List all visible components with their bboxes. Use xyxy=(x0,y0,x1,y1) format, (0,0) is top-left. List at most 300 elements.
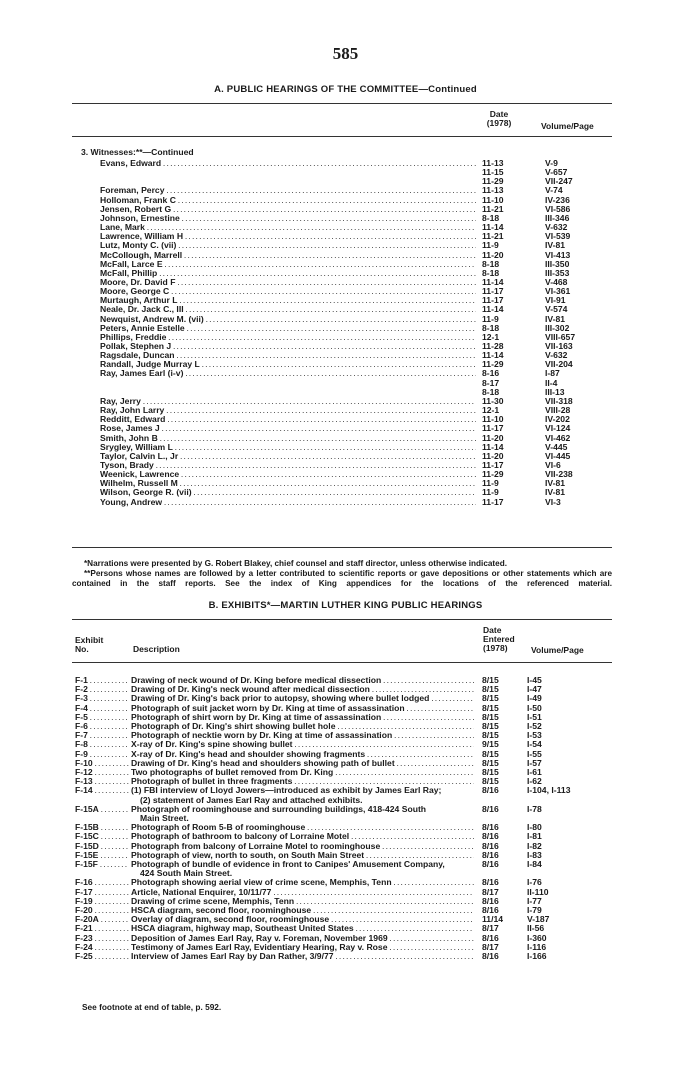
table-row xyxy=(0,186,691,195)
volume-page: VIII-657 xyxy=(545,331,576,342)
hearing-date: 11-13 xyxy=(482,158,504,168)
col-header-date-entered xyxy=(483,626,515,653)
exhibit-number: F-15B . . . xyxy=(75,823,129,832)
hearing-date: 8-18 xyxy=(482,267,500,278)
witness-name: Smith, John B . . . xyxy=(100,434,476,443)
witness-name: Ragsdale, Duncan . . . xyxy=(100,351,476,360)
volume-page: VII-238 xyxy=(545,469,573,480)
exhibit-description: Drawing of neck wound of Dr. King before medical dissection . . . xyxy=(131,676,474,685)
witness-name: Neale, Dr. Jack C., III . . . xyxy=(100,305,476,314)
footnote-see-end: See footnote at end of table, p. 592. xyxy=(82,1002,222,1012)
volume-page: VI-462 xyxy=(545,432,571,443)
table-row xyxy=(0,333,691,342)
exhibit-description: Photograph of roominghouse and surrounding buildings, 418-424 South xyxy=(131,804,427,814)
col-header-no: No. xyxy=(75,644,89,654)
exhibit-description: Testimony of James Earl Ray, Evidentiary Hearing, Ray v. Rose . . . xyxy=(131,943,474,952)
table-row-continuation xyxy=(0,796,691,805)
table-row xyxy=(0,397,691,406)
date-entered: 8/17 xyxy=(482,886,499,897)
exhibit-number: F-17 . . . xyxy=(75,888,129,897)
volume-page: I-79 xyxy=(527,905,542,915)
exhibit-number: F-15D . . . xyxy=(75,842,129,851)
hearing-date: 11-14 xyxy=(482,304,504,315)
volume-page: I-45 xyxy=(527,675,542,685)
date-entered: 8/16 xyxy=(482,895,499,906)
hearing-date: 11-13 xyxy=(482,185,504,196)
witness-name: Pollak, Stephen J . . . xyxy=(100,342,476,351)
witness-name: Murtaugh, Arthur L . . . xyxy=(100,296,476,305)
hearing-date: 11-29 xyxy=(482,359,504,370)
witness-name: McFall, Phillip . . . xyxy=(100,269,476,278)
table-row xyxy=(0,415,691,424)
exhibit-number: F-15A . . . xyxy=(75,805,129,814)
exhibit-description: Overlay of diagram, second floor, roominghouse . . . xyxy=(131,915,474,924)
volume-page: IV-81 xyxy=(545,478,566,489)
table-row-continuation xyxy=(0,869,691,878)
hearing-date: 11-15 xyxy=(482,167,504,178)
table-row xyxy=(0,205,691,214)
witness-name: Holloman, Frank C . . . xyxy=(100,196,476,205)
table-row xyxy=(0,296,691,305)
witness-name: Rose, James J . . . xyxy=(100,424,476,433)
exhibit-description: Photograph of Dr. King's shirt showing bullet hole . . . xyxy=(131,722,474,731)
table-row xyxy=(0,159,691,168)
exhibit-description-continued: 424 South Main Street. xyxy=(140,868,233,879)
exhibit-description: Article, National Enquirer, 10/11/77 . . . xyxy=(131,888,474,897)
volume-page: III-346 xyxy=(545,212,570,223)
table-row xyxy=(0,759,691,768)
date-entered: 11/14 xyxy=(482,914,504,925)
date-entered: 8/16 xyxy=(482,877,499,888)
volume-page: V-9 xyxy=(545,158,558,168)
table-row xyxy=(0,888,691,897)
volume-page: I-61 xyxy=(527,767,542,777)
hearing-date: 11-20 xyxy=(482,450,504,461)
table-row xyxy=(0,232,691,241)
volume-page: V-187 xyxy=(527,914,550,925)
table-row xyxy=(0,369,691,378)
table-row xyxy=(0,452,691,461)
rule-b-top xyxy=(72,619,612,620)
table-row xyxy=(0,777,691,786)
exhibit-description-continued: (2) statement of James Earl Ray and attached exhibits. xyxy=(140,794,363,805)
volume-page: V-574 xyxy=(545,304,568,315)
col-header-volume-page: Volume/Page xyxy=(541,121,594,131)
exhibit-description: Photograph of necktie worn by Dr. King at time of assassination . . . xyxy=(131,731,474,740)
volume-page: I-360 xyxy=(527,932,547,943)
table-row xyxy=(0,740,691,749)
hearing-date: 11-10 xyxy=(482,414,504,425)
exhibit-number: F-9 . . . xyxy=(75,750,129,759)
date-entered: 8/15 xyxy=(482,693,499,704)
exhibit-description: Interview of James Earl Ray by Dan Rather, 3/9/77 . . . xyxy=(131,952,474,961)
witness-name: Srygley, William L . . . xyxy=(100,443,476,452)
volume-page: I-87 xyxy=(545,368,560,379)
exhibit-number: F-21 . . . xyxy=(75,924,129,933)
volume-page: VII-247 xyxy=(545,176,573,187)
table-row xyxy=(0,498,691,507)
volume-page: VIII-28 xyxy=(545,405,571,416)
witness-name: Lutz, Monty C. (vii) . . . xyxy=(100,241,476,250)
exhibit-number: F-10 . . . xyxy=(75,759,129,768)
date-entered: 9/15 xyxy=(482,739,499,750)
exhibit-number: F-16 . . . xyxy=(75,878,129,887)
col-header-date-label: Date xyxy=(489,109,509,119)
hearing-date: 8-18 xyxy=(482,322,500,333)
exhibit-number: F-23 . . . xyxy=(75,934,129,943)
volume-page: V-468 xyxy=(545,276,568,287)
exhibit-number: F-15C . . . xyxy=(75,832,129,841)
col-header-date xyxy=(483,110,515,128)
exhibit-number: F-4 . . . xyxy=(75,704,129,713)
witness-name: Taylor, Calvin L., Jr . . . xyxy=(100,452,476,461)
exhibit-number: F-6 . . . xyxy=(75,722,129,731)
table-row xyxy=(0,214,691,223)
hearing-date: 11-9 xyxy=(482,487,499,498)
volume-page: I-82 xyxy=(527,840,542,851)
exhibit-description: Deposition of James Earl Ray, Ray v. Foreman, November 1969 . . . xyxy=(131,934,474,943)
date-entered: 8/15 xyxy=(482,684,499,695)
hearing-date: 11-17 xyxy=(482,286,504,297)
hearing-date: 11-9 xyxy=(482,240,499,251)
table-row xyxy=(0,177,691,186)
col-header-year-b: (1978) xyxy=(483,643,508,653)
date-entered: 8/15 xyxy=(482,730,499,741)
col-header-entered: Entered xyxy=(483,634,515,644)
date-entered: 8/16 xyxy=(482,831,499,842)
hearing-date: 11-14 xyxy=(482,350,504,361)
table-row xyxy=(0,713,691,722)
table-row xyxy=(0,315,691,324)
hearing-date: 11-21 xyxy=(482,203,504,214)
table-row xyxy=(0,832,691,841)
volume-page: I-57 xyxy=(527,757,542,768)
exhibit-description: Photograph of suit jacket worn by Dr. King at time of assassination . . . xyxy=(131,704,474,713)
table-row xyxy=(0,676,691,685)
date-entered: 8/15 xyxy=(482,748,499,759)
volume-page: I-77 xyxy=(527,895,542,906)
exhibit-number: F-3 . . . xyxy=(75,694,129,703)
volume-page: VI-3 xyxy=(545,496,561,507)
date-entered: 8/16 xyxy=(482,951,499,961)
col-header-exhibit: Exhibit xyxy=(75,635,104,645)
exhibit-description: Drawing of Dr. King's head and shoulders showing path of bullet . . . xyxy=(131,759,474,768)
table-row xyxy=(0,805,691,814)
table-row xyxy=(0,694,691,703)
exhibit-number: F-2 . . . xyxy=(75,685,129,694)
table-row xyxy=(0,722,691,731)
exhibit-description: Photograph of Room 5-B of roominghouse . . . xyxy=(131,823,474,832)
table-row xyxy=(0,260,691,269)
volume-page: I-80 xyxy=(527,822,542,833)
hearing-date: 11-17 xyxy=(482,423,504,434)
date-entered: 8/16 xyxy=(482,859,499,869)
table-row xyxy=(0,934,691,943)
volume-page: VI-445 xyxy=(545,450,571,461)
hearing-date: 12-1 xyxy=(482,331,500,342)
date-entered: 8/17 xyxy=(482,941,499,952)
witness-name: Phillips, Freddie . . . xyxy=(100,333,476,342)
table-row xyxy=(0,269,691,278)
volume-page: IV-81 xyxy=(545,487,566,498)
date-entered: 8/15 xyxy=(482,767,499,777)
volume-page: VI-539 xyxy=(545,231,571,242)
volume-page: IV-81 xyxy=(545,240,566,251)
table-row xyxy=(0,915,691,924)
table-row xyxy=(0,168,691,177)
table-row xyxy=(0,906,691,915)
date-entered: 8/15 xyxy=(482,757,499,768)
date-entered: 8/17 xyxy=(482,923,499,934)
hearing-date: 11-9 xyxy=(482,478,499,489)
table-row xyxy=(0,379,691,388)
witness-name: Moore, Dr. David F . . . xyxy=(100,278,476,287)
table-row xyxy=(0,731,691,740)
volume-page: VI-413 xyxy=(545,249,571,260)
footnote-persons: **Persons whose names are followed by a letter contributed to scientific reports or gave depositions or other statements which are contained in the staff reports. See the index of King appendices for the locations of the referenced material. xyxy=(72,569,612,588)
table-row xyxy=(0,342,691,351)
table-row xyxy=(0,324,691,333)
volume-page: V-632 xyxy=(545,222,568,233)
col-header-date-label-b: Date xyxy=(483,625,502,635)
table-row xyxy=(0,685,691,694)
table-row xyxy=(0,750,691,759)
table-row xyxy=(0,488,691,497)
hearing-date: 11-14 xyxy=(482,222,504,233)
witness-name: Wilson, George R. (vii) . . . xyxy=(100,488,476,497)
table-row xyxy=(0,470,691,479)
witness-name: Wilhelm, Russell M . . . xyxy=(100,479,476,488)
date-entered: 8/16 xyxy=(482,905,499,915)
volume-page: I-81 xyxy=(527,831,542,842)
table-row xyxy=(0,860,691,869)
witness-name: Peters, Annie Estelle . . . xyxy=(100,324,476,333)
hearing-date: 8-18 xyxy=(482,386,500,397)
col-header-description: Description xyxy=(133,644,180,654)
volume-page: III-13 xyxy=(545,386,565,397)
volume-page: V-632 xyxy=(545,350,568,361)
hearing-date: 11-10 xyxy=(482,194,504,205)
hearing-date: 11-29 xyxy=(482,176,504,187)
date-entered: 8/16 xyxy=(482,932,499,943)
exhibit-number: F-19 . . . xyxy=(75,897,129,906)
witness-name: Randall, Judge Murray L . . . xyxy=(100,360,476,369)
table-row xyxy=(0,768,691,777)
exhibit-description: Two photographs of bullet removed from Dr. King . . . xyxy=(131,768,474,777)
volume-page: I-166 xyxy=(527,951,547,961)
volume-page: V-74 xyxy=(545,185,563,196)
exhibit-number: F-1 . . . xyxy=(75,676,129,685)
volume-page: I-49 xyxy=(527,693,542,704)
table-row xyxy=(0,424,691,433)
volume-page: I-76 xyxy=(527,877,542,888)
witnesses-group-label: 3. Witnesses:**—Continued xyxy=(81,147,194,157)
table-row xyxy=(0,287,691,296)
hearing-date: 12-1 xyxy=(482,405,500,416)
table-row xyxy=(0,943,691,952)
exhibit-description: Photograph of shirt worn by Dr. King at time of assassination . . . xyxy=(131,713,474,722)
witness-name: Weenick, Lawrence . . . xyxy=(100,470,476,479)
exhibit-description: Photograph of bathroom to balcony of Lorraine Motel . . . xyxy=(131,832,474,841)
col-header-volume-page-b: Volume/Page xyxy=(531,645,584,655)
table-row xyxy=(0,924,691,933)
exhibit-number: F-13 . . . xyxy=(75,777,129,786)
date-entered: 8/16 xyxy=(482,785,499,796)
volume-page: I-104, I-113 xyxy=(527,785,571,796)
table-row xyxy=(0,223,691,232)
exhibit-number: F-15F . . . xyxy=(75,860,129,869)
volume-page: II-4 xyxy=(545,377,558,388)
volume-page: VII-204 xyxy=(545,359,573,370)
table-row xyxy=(0,351,691,360)
witness-name: McCollough, Marrell . . . xyxy=(100,251,476,260)
exhibit-description: Photograph of bullet in three fragments . . . xyxy=(131,777,474,786)
date-entered: 8/16 xyxy=(482,840,499,851)
volume-page: I-53 xyxy=(527,730,542,741)
table-row xyxy=(0,897,691,906)
exhibit-number: F-20 . . . xyxy=(75,906,129,915)
volume-page: I-83 xyxy=(527,849,542,860)
hearing-date: 11-30 xyxy=(482,395,504,406)
volume-page: I-51 xyxy=(527,711,542,722)
volume-page: III-353 xyxy=(545,267,570,278)
date-entered: 8/15 xyxy=(482,776,499,787)
exhibit-description: Drawing of crime scene, Memphis, Tenn . . . xyxy=(131,897,474,906)
date-entered: 8/15 xyxy=(482,675,499,685)
witness-name: Ray, Jerry . . . xyxy=(100,397,476,406)
table-row xyxy=(0,251,691,260)
exhibit-description: HSCA diagram, highway map, Southeast United States . . . xyxy=(131,924,474,933)
exhibit-description: Photograph of view, north to south, on South Main Street . . . xyxy=(131,851,474,860)
table-row xyxy=(0,241,691,250)
hearing-date: 11-14 xyxy=(482,441,504,452)
witness-name: Ray, John Larry . . . xyxy=(100,406,476,415)
exhibit-description: Drawing of Dr. King's back prior to autopsy, showing where bullet lodged . . . xyxy=(131,694,474,703)
table-row xyxy=(0,443,691,452)
exhibit-description: Photograph from balcony of Lorraine Motel to roominghouse . . . xyxy=(131,842,474,851)
volume-page: I-54 xyxy=(527,739,542,750)
date-entered: 8/16 xyxy=(482,822,499,833)
volume-page: VI-586 xyxy=(545,203,571,214)
volume-page: VII-163 xyxy=(545,341,573,351)
witness-name: Johnson, Ernestine . . . xyxy=(100,214,476,223)
hearing-date: 11-29 xyxy=(482,469,504,480)
exhibit-number: F-5 . . . xyxy=(75,713,129,722)
exhibit-description: Photograph showing aerial view of crime scene, Memphis, Tenn . . . xyxy=(131,878,474,887)
volume-page: VI-6 xyxy=(545,459,561,470)
witness-name: Ray, James Earl (i-v) . . . xyxy=(100,369,476,378)
table-row xyxy=(0,388,691,397)
hearing-date: 11-17 xyxy=(482,295,504,306)
volume-page: VI-91 xyxy=(545,295,566,306)
exhibit-description: Drawing of Dr. King's neck wound after medical dissection . . . xyxy=(131,685,474,694)
exhibit-description: X-ray of Dr. King's spine showing bullet . . . xyxy=(131,740,474,749)
hearing-date: 11-17 xyxy=(482,496,504,507)
exhibit-number: F-25 . . . xyxy=(75,952,129,961)
table-row xyxy=(0,461,691,470)
volume-page: I-50 xyxy=(527,702,542,713)
table-row xyxy=(0,406,691,415)
volume-page: I-47 xyxy=(527,684,542,695)
exhibit-description-continued: Main Street. xyxy=(140,813,189,823)
rule-section-a-bottom xyxy=(72,547,612,548)
volume-page: I-52 xyxy=(527,721,542,731)
volume-page: VI-361 xyxy=(545,286,571,297)
table-row xyxy=(0,823,691,832)
volume-page: I-78 xyxy=(527,803,542,814)
volume-page: I-55 xyxy=(527,748,542,759)
rule-top xyxy=(72,103,612,104)
hearing-date: 11-9 xyxy=(482,313,499,324)
volume-page: I-62 xyxy=(527,776,542,787)
page-number: 585 xyxy=(332,44,359,63)
volume-page: III-350 xyxy=(545,258,570,269)
exhibit-number: F-24 . . . xyxy=(75,943,129,952)
hearing-date: 11-28 xyxy=(482,341,504,351)
exhibit-number: F-15E . . . xyxy=(75,851,129,860)
table-row xyxy=(0,842,691,851)
hearing-date: 11-17 xyxy=(482,459,504,470)
date-entered: 8/15 xyxy=(482,711,499,722)
volume-page: V-657 xyxy=(545,167,568,178)
hearing-date: 8-17 xyxy=(482,377,500,388)
volume-page: IV-81 xyxy=(545,313,566,324)
rule-b-header-bottom xyxy=(72,662,612,663)
exhibit-description: (1) FBI interview of Lloyd Jowers—introduced as exhibit by James Earl Ray; xyxy=(131,786,442,796)
volume-page: III-302 xyxy=(545,322,570,333)
col-header-exhibit-no xyxy=(75,636,103,654)
witness-name: Redditt, Edward . . . xyxy=(100,415,476,424)
hearing-date: 8-18 xyxy=(482,258,500,269)
date-entered: 8/15 xyxy=(482,721,499,731)
volume-page: I-84 xyxy=(527,859,542,869)
volume-page: II-56 xyxy=(527,923,545,934)
hearing-date: 11-21 xyxy=(482,231,504,242)
rule-header-bottom xyxy=(72,136,612,137)
witness-name: Jensen, Robert G . . . xyxy=(100,205,476,214)
volume-page: V-445 xyxy=(545,441,568,452)
date-entered: 8/16 xyxy=(482,803,499,814)
exhibit-number: F-8 . . . xyxy=(75,740,129,749)
section-b-title: B. EXHIBITS*—MARTIN LUTHER KING PUBLIC HEARINGS xyxy=(208,600,483,611)
witness-name: Newquist, Andrew M. (vii) . . . xyxy=(100,315,476,324)
date-entered: 8/15 xyxy=(482,702,499,713)
witness-name: McFall, Larce E . . . xyxy=(100,260,476,269)
hearing-date: 11-14 xyxy=(482,276,504,287)
witness-name: Moore, George C . . . xyxy=(100,287,476,296)
witness-name: Young, Andrew . . . xyxy=(100,498,476,507)
volume-page: I-116 xyxy=(527,941,547,952)
witness-name: Foreman, Percy . . . xyxy=(100,186,476,195)
table-row xyxy=(0,278,691,287)
table-row xyxy=(0,305,691,314)
witness-name: Tyson, Brady . . . xyxy=(100,461,476,470)
hearing-date: 8-16 xyxy=(482,368,500,379)
table-row xyxy=(0,196,691,205)
exhibit-number: F-12 . . . xyxy=(75,768,129,777)
volume-page: IV-236 xyxy=(545,194,570,205)
volume-page: II-110 xyxy=(527,886,549,897)
exhibit-description: Photograph of bundle of evidence in front to Canipes' Amusement Company, xyxy=(131,860,445,869)
table-row xyxy=(0,952,691,961)
volume-page: IV-202 xyxy=(545,414,570,425)
table-row xyxy=(0,851,691,860)
section-a-title: A. PUBLIC HEARINGS OF THE COMMITTEE—Continued xyxy=(214,84,477,95)
volume-page: VI-124 xyxy=(545,423,571,434)
table-row xyxy=(0,360,691,369)
table-row xyxy=(0,434,691,443)
exhibit-description: HSCA diagram, second floor, roominghouse . . . xyxy=(131,906,474,915)
